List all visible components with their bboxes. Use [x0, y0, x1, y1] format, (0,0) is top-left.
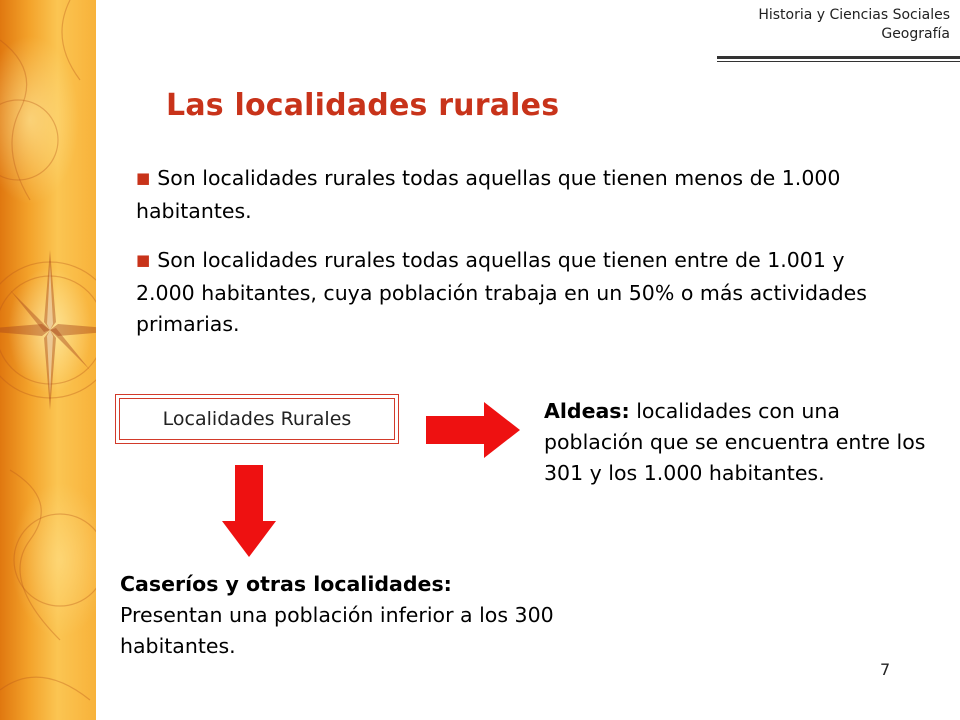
- arrow-down-icon: [222, 465, 276, 557]
- page-title: Las localidades rurales: [166, 88, 560, 123]
- header: [758, 6, 950, 44]
- aldeas-text: localidades con una población que se encuentra entre los 301 y los 1.000 habitantes.: [544, 399, 926, 485]
- aldeas-description: [544, 396, 944, 489]
- bullet-item: [136, 163, 896, 227]
- bullet-item: [136, 245, 896, 340]
- bullet-text: Son localidades rurales todas aquellas que tienen entre de 1.001 y 2.000 habitantes, cuya población trabaja en un 50% o más actividades primarias.: [136, 248, 867, 336]
- compass-rose-icon: [0, 0, 96, 720]
- localidades-rurales-label: Localidades Rurales: [119, 398, 395, 440]
- caserios-description: [120, 569, 560, 662]
- caserios-term: Caseríos y otras localidades:: [120, 572, 452, 596]
- header-area: Geografía: [881, 26, 950, 42]
- page-number: 7: [880, 660, 891, 679]
- square-bullet-icon: ■: [136, 169, 151, 187]
- square-bullet-icon: ■: [136, 251, 151, 269]
- aldeas-term: Aldeas:: [544, 399, 630, 423]
- bullet-text: Son localidades rurales todas aquellas que tienen menos de 1.000 habitantes.: [136, 166, 841, 223]
- header-subject: Historia y Ciencias Sociales: [758, 7, 950, 23]
- header-divider-thin: [717, 61, 960, 62]
- decorative-side-banner: [0, 0, 96, 720]
- localidades-rurales-box: [115, 394, 399, 444]
- arrow-right-icon: [426, 402, 520, 458]
- caserios-text: Presentan una población inferior a los 300 habitantes.: [120, 603, 554, 658]
- header-divider: [717, 56, 960, 59]
